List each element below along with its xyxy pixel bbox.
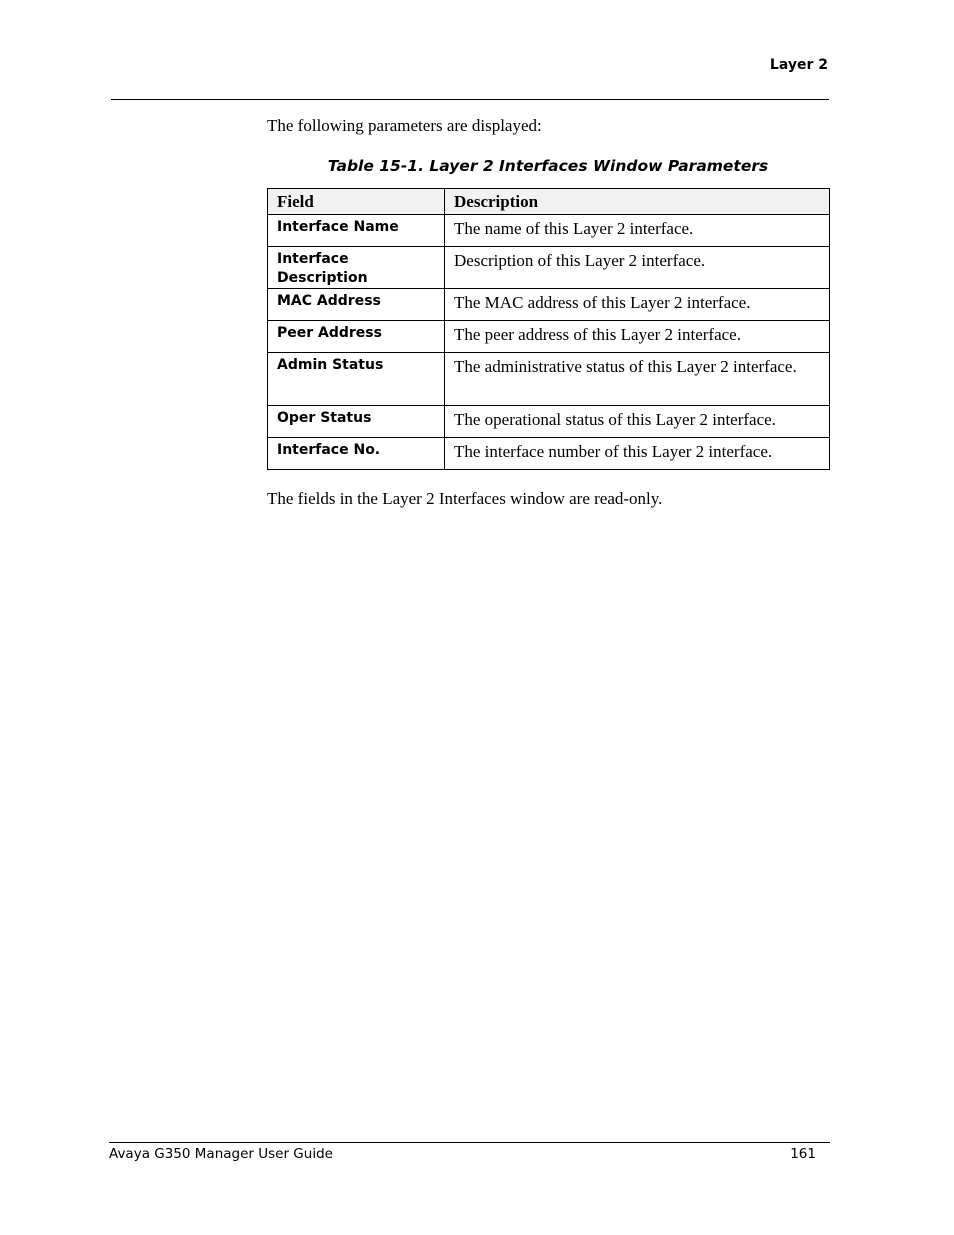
table-row [268, 247, 830, 289]
description-cell: The interface number of this Layer 2 interface. [445, 438, 830, 470]
description-cell: The administrative status of this Layer 2 interface. [445, 353, 830, 406]
table-row [268, 321, 830, 353]
parameters-table [267, 188, 830, 470]
description-cell: The name of this Layer 2 interface. [445, 215, 830, 247]
footer-rule [109, 1142, 830, 1143]
description-cell: The peer address of this Layer 2 interface. [445, 321, 830, 353]
field-cell: Interface Name [268, 215, 445, 247]
table-header-row [268, 189, 830, 215]
field-cell: Interface Description [268, 247, 445, 289]
description-cell: The MAC address of this Layer 2 interface. [445, 289, 830, 321]
footer-page-number: 161 [790, 1146, 816, 1162]
table-row [268, 406, 830, 438]
field-cell: Admin Status [268, 353, 445, 406]
table-caption: Table 15-1. Layer 2 Interfaces Window Parameters [327, 157, 769, 175]
description-cell: The operational status of this Layer 2 interface. [445, 406, 830, 438]
field-cell: Oper Status [268, 406, 445, 438]
field-cell: Peer Address [268, 321, 445, 353]
table-row [268, 353, 830, 406]
description-cell: Description of this Layer 2 interface. [445, 247, 830, 289]
column-header-description: Description [445, 189, 830, 215]
table-row [268, 289, 830, 321]
table-row [268, 438, 830, 470]
intro-paragraph: The following parameters are displayed: [267, 116, 542, 135]
field-cell: Interface No. [268, 438, 445, 470]
table-row [268, 215, 830, 247]
header-rule [111, 99, 829, 100]
outro-paragraph: The fields in the Layer 2 Interfaces window are read-only. [267, 489, 663, 508]
footer-document-title: Avaya G350 Manager User Guide [109, 1146, 333, 1162]
field-cell: MAC Address [268, 289, 445, 321]
column-header-field: Field [268, 189, 445, 215]
running-header-section-title: Layer 2 [769, 57, 828, 73]
